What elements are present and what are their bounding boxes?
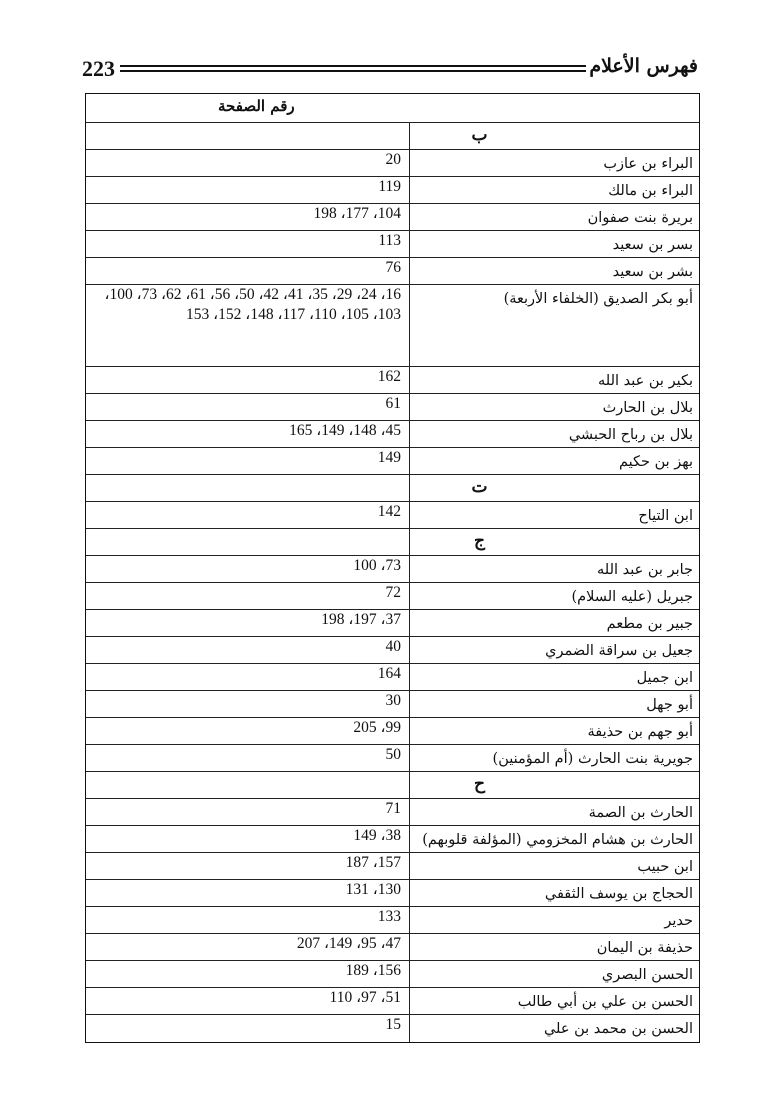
table-row xyxy=(86,691,699,718)
page-numbers-cell: 142 xyxy=(86,502,410,528)
letter-heading: ج xyxy=(474,531,485,551)
person-name-cell: الحجاج بن يوسف الثقفي xyxy=(544,886,693,902)
page-numbers-cell: 20 xyxy=(86,150,410,176)
person-name-cell: بكير بن عبد الله xyxy=(598,373,693,389)
letter-section-row xyxy=(86,772,699,799)
person-name-cell: جعيل بن سراقة الضمري xyxy=(545,643,693,659)
page-numbers-cell: 119 xyxy=(86,177,410,203)
page-numbers-cell: 99، 205 xyxy=(86,718,410,744)
page-numbers-cell: 51، 97، 110 xyxy=(86,988,410,1014)
table-row xyxy=(86,637,699,664)
person-name-cell: جبير بن مطعم xyxy=(606,616,693,632)
person-name-cell: حدير xyxy=(664,913,693,929)
page-numbers-cell: 38، 149 xyxy=(86,826,410,852)
page-header xyxy=(82,54,698,84)
table-body xyxy=(86,123,699,1042)
page-numbers-cell: 15 xyxy=(86,1015,410,1042)
page-numbers-cell: 76 xyxy=(86,258,410,284)
person-name-cell: أبو جهم بن حذيفة xyxy=(587,724,693,740)
page-numbers-cell: 104، 177، 198 xyxy=(86,204,410,230)
table-row xyxy=(86,799,699,826)
table-row xyxy=(86,907,699,934)
letter-section-row xyxy=(86,475,699,502)
table-row xyxy=(86,204,699,231)
table-row xyxy=(86,610,699,637)
table-row xyxy=(86,1015,699,1042)
letter-heading: ح xyxy=(474,774,485,794)
page-numbers-cell xyxy=(86,123,410,149)
table-row xyxy=(86,367,699,394)
page-numbers-cell: 30 xyxy=(86,691,410,717)
person-name-cell: الحسن البصري xyxy=(601,967,693,983)
person-name-cell: أبو بكر الصديق (الخلفاء الأربعة) xyxy=(503,291,693,307)
person-name-cell: أبو جهل xyxy=(646,697,693,713)
person-name-cell: بريرة بنت صفوان xyxy=(587,210,693,226)
person-name-cell: الحارث بن الصمة xyxy=(588,805,693,821)
letter-section-row xyxy=(86,123,699,150)
header-double-rule xyxy=(120,65,586,72)
table-row xyxy=(86,718,699,745)
page-title: فهرس الأعلام xyxy=(589,55,698,77)
index-table xyxy=(85,93,700,1043)
person-name-cell: بشر بن سعيد xyxy=(612,264,693,280)
table-row xyxy=(86,961,699,988)
page-numbers-cell: 47، 95، 149، 207 xyxy=(86,934,410,960)
page-numbers-cell: 72 xyxy=(86,583,410,609)
table-row xyxy=(86,934,699,961)
table-row xyxy=(86,853,699,880)
page-numbers-cell: 73، 100 xyxy=(86,556,410,582)
page-numbers-cell: 16، 24، 29، 35، 41، 42، 50، 56، 61، 62، 73، 100، 103، 105، 110، 117، 148، 152، 153 xyxy=(86,285,410,366)
letter-heading: ت xyxy=(471,477,488,497)
person-name-cell: بسر بن سعيد xyxy=(612,237,693,253)
table-row xyxy=(86,258,699,285)
page-numbers-cell: 164 xyxy=(86,664,410,690)
person-name-cell: بلال بن الحارث xyxy=(602,400,693,416)
page-numbers-cell: 156، 189 xyxy=(86,961,410,987)
table-row xyxy=(86,826,699,853)
table-row xyxy=(86,664,699,691)
person-name-cell: جبريل (عليه السلام) xyxy=(571,589,693,605)
person-name-cell: جابر بن عبد الله xyxy=(597,562,693,578)
page-numbers-cell: 45، 148، 149، 165 xyxy=(86,421,410,447)
table-row xyxy=(86,231,699,258)
letter-section-row xyxy=(86,529,699,556)
page-numbers-cell: 61 xyxy=(86,394,410,420)
person-name-cell: بلال بن رباح الحبشي xyxy=(568,427,693,443)
table-header-row xyxy=(86,94,699,123)
table-row xyxy=(86,394,699,421)
person-name-cell: بهز بن حكيم xyxy=(618,454,693,470)
page-numbers-cell: 149 xyxy=(86,448,410,474)
person-name-cell: حذيفة بن اليمان xyxy=(596,940,693,956)
page-numbers-cell: 133 xyxy=(86,907,410,933)
table-row xyxy=(86,880,699,907)
table-row xyxy=(86,502,699,529)
person-name-cell: ابن جميل xyxy=(636,670,693,686)
person-name-cell: الحسن بن علي بن أبي طالب xyxy=(517,994,693,1010)
page-numbers-cell xyxy=(86,772,410,798)
page-numbers-cell: 162 xyxy=(86,367,410,393)
table-row xyxy=(86,745,699,772)
page-number-column-header: رقم الصفحة xyxy=(218,97,295,115)
page-numbers-cell: 71 xyxy=(86,799,410,825)
person-name-cell: جويرية بنت الحارث (أم المؤمنين) xyxy=(492,751,693,767)
page-number: 223 xyxy=(82,56,115,81)
table-row xyxy=(86,177,699,204)
person-name-cell: ابن حبيب xyxy=(637,859,693,875)
page-numbers-cell xyxy=(86,475,410,501)
page-numbers-cell: 157، 187 xyxy=(86,853,410,879)
table-row xyxy=(86,556,699,583)
person-name-cell: ابن التياح xyxy=(638,508,693,524)
page-numbers-cell: 40 xyxy=(86,637,410,663)
table-row xyxy=(86,150,699,177)
table-row xyxy=(86,285,699,367)
page-numbers-cell: 50 xyxy=(86,745,410,771)
person-name-cell: الحارث بن هشام المخزومي (المؤلفة قلوبهم) xyxy=(422,832,693,848)
page-numbers-cell: 37، 197، 198 xyxy=(86,610,410,636)
table-row xyxy=(86,988,699,1015)
table-row xyxy=(86,448,699,475)
person-name-cell: الحسن بن محمد بن علي xyxy=(543,1021,693,1037)
table-row xyxy=(86,583,699,610)
person-name-cell: البراء بن عازب xyxy=(603,156,693,172)
page-numbers-cell xyxy=(86,529,410,555)
table-row xyxy=(86,421,699,448)
page-numbers-cell: 113 xyxy=(86,231,410,257)
page-numbers-cell: 130، 131 xyxy=(86,880,410,906)
letter-heading: ب xyxy=(471,125,488,145)
person-name-cell: البراء بن مالك xyxy=(608,183,693,199)
